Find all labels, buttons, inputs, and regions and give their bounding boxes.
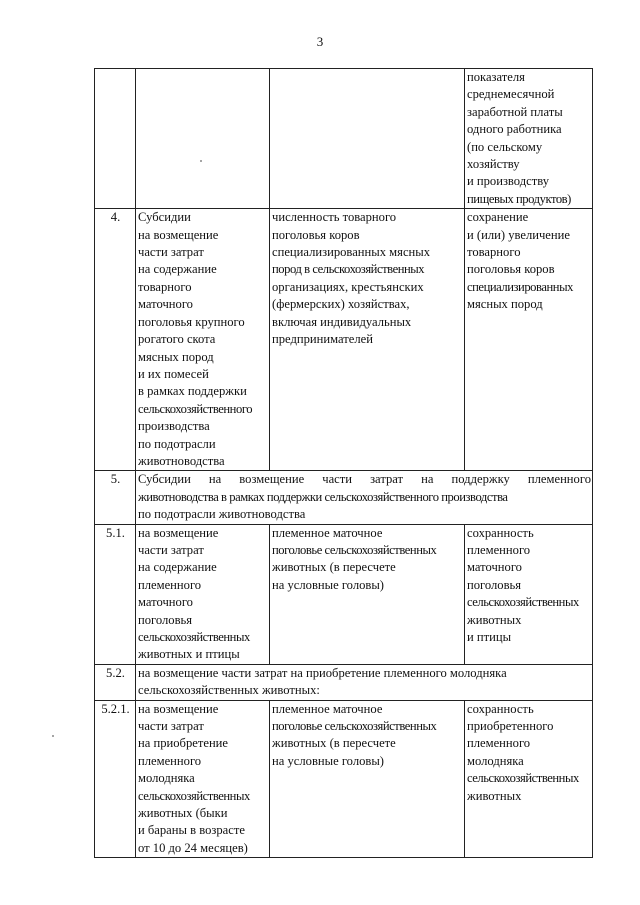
cell-line: племенного: [138, 753, 202, 768]
cell-line: на условные головы): [272, 577, 384, 592]
subsidy-name-cell: [136, 524, 270, 664]
scan-speck: [52, 735, 54, 737]
cell-line: численность товарного: [272, 210, 397, 225]
row-number-cell: 5.: [95, 471, 136, 524]
cell-line: животных (в пересчете: [272, 736, 396, 751]
cell-line: на приобретение: [138, 736, 229, 751]
cell-line: сельскохозяйственных животных:: [138, 683, 320, 698]
cell-line: по подотрасли: [138, 436, 216, 451]
cell-line: и производству: [467, 174, 550, 189]
cell-line: хозяйству: [467, 157, 520, 172]
cell-line: и бараны в возрасте: [138, 823, 245, 838]
cell-line: организациях, крестьянских: [272, 279, 424, 294]
cell-line: поголовья: [467, 577, 522, 592]
indicators-table: [94, 68, 593, 858]
cell-line: животных: [467, 612, 522, 627]
result-cell: [465, 700, 593, 858]
cell-line: на условные головы): [272, 753, 384, 768]
section-heading-cell: [136, 471, 593, 524]
table-row: [95, 69, 593, 209]
cell-line: заработной платы: [467, 104, 563, 119]
cell-line: производства: [138, 419, 210, 434]
subsidy-name-cell: [136, 69, 270, 209]
row-number-cell: [95, 69, 136, 209]
cell-line: сохранение: [467, 210, 529, 225]
cell-line: на содержание: [138, 262, 217, 277]
cell-line: среднемесячной: [467, 87, 555, 102]
cell-line: мясных пород: [467, 297, 543, 312]
result-cell: [465, 209, 593, 471]
row-number-cell: 5.2.: [95, 664, 136, 700]
cell-line: в рамках поддержки: [138, 384, 247, 399]
cell-line: мясных пород: [138, 349, 214, 364]
indicator-cell: [270, 69, 465, 209]
cell-line: Субсидии на возмещение части затрат на поддержку племенного: [138, 472, 591, 487]
cell-line: животных (быки: [138, 806, 228, 821]
table-row: [95, 664, 593, 700]
cell-line: на возмещение: [138, 701, 219, 716]
cell-line: поголовья крупного: [138, 314, 245, 329]
cell-line: приобретенного: [467, 719, 554, 734]
cell-line: по подотрасли животноводства: [138, 507, 306, 522]
scan-speck: [200, 160, 202, 162]
cell-line: рогатого скота: [138, 332, 216, 347]
cell-line: и птицы: [467, 630, 512, 644]
cell-line: включая индивидуальных: [272, 314, 412, 329]
cell-line: поголовье сельскохозяйственных: [272, 719, 437, 734]
cell-line: предпринимателей: [272, 332, 373, 347]
table-row: [95, 524, 593, 664]
cell-line: части затрат: [138, 245, 204, 260]
subsidy-name-cell: [136, 700, 270, 858]
cell-line: животных и птицы: [138, 647, 240, 662]
cell-line: части затрат: [138, 719, 204, 734]
result-cell: [465, 69, 593, 209]
cell-line: племенного: [467, 542, 531, 557]
cell-line: и их помесей: [138, 366, 209, 381]
cell-line: маточного: [467, 560, 522, 575]
cell-line: части затрат: [138, 542, 204, 557]
cell-line: животных: [467, 788, 522, 803]
cell-line: животных (в пересчете: [272, 560, 396, 575]
cell-line: товарного: [138, 279, 192, 294]
table-row: [95, 471, 593, 524]
cell-line: сельскохозяйственных: [138, 788, 250, 803]
indicator-cell: [270, 700, 465, 858]
subsidy-name-cell: [136, 209, 270, 471]
cell-line: маточного: [138, 595, 193, 610]
cell-line: племенное маточное: [272, 525, 383, 540]
cell-line: сельскохозяйственного: [138, 401, 253, 416]
cell-line: и (или) увеличение: [467, 227, 570, 242]
cell-line: товарного: [467, 245, 521, 260]
cell-line: от 10 до 24 месяцев): [138, 840, 248, 855]
cell-line: поголовья коров: [467, 262, 555, 277]
cell-line: пищевых продуктов): [467, 191, 571, 206]
cell-line: племенного: [467, 736, 531, 751]
cell-line: одного работника: [467, 122, 562, 137]
cell-line: животноводства: [138, 453, 225, 468]
cell-line: молодняка: [138, 771, 195, 786]
indicator-cell: [270, 524, 465, 664]
cell-line: показателя: [467, 70, 525, 84]
result-cell: [465, 524, 593, 664]
cell-line: сохранность: [467, 701, 534, 716]
row-number-cell: 5.2.1.: [95, 700, 136, 858]
cell-line: на содержание: [138, 560, 217, 575]
cell-line: племенного: [138, 577, 202, 592]
cell-line: молодняка: [467, 753, 524, 768]
cell-line: сельскохозяйственных: [467, 595, 579, 610]
table-row: [95, 209, 593, 471]
cell-line: (фермерских) хозяйствах,: [272, 297, 410, 312]
page-number: 3: [316, 34, 324, 49]
cell-line: животноводства в рамках поддержки сельскохозяйственного производства: [138, 489, 508, 504]
cell-line: сельскохозяйственных: [467, 771, 579, 786]
cell-line: маточного: [138, 297, 193, 312]
table-row: [95, 700, 593, 858]
indicator-cell: [270, 209, 465, 471]
row-number-cell: 5.1.: [95, 524, 136, 664]
row-number-cell: 4.: [95, 209, 136, 471]
cell-line: Субсидии: [138, 210, 191, 225]
cell-line: на возмещение части затрат на приобретение племенного молодняка: [138, 665, 507, 680]
cell-line: пород в сельскохозяйственных: [272, 262, 425, 277]
cell-line: на возмещение: [138, 227, 219, 242]
cell-line: специализированных мясных: [272, 245, 431, 260]
cell-line: (по сельскому: [467, 139, 543, 154]
cell-line: поголовье сельскохозяйственных: [272, 542, 437, 557]
cell-line: на возмещение: [138, 525, 219, 540]
cell-line: сельскохозяйственных: [138, 630, 250, 644]
cell-line: поголовья: [138, 612, 193, 627]
cell-line: специализированных: [467, 279, 573, 294]
cell-line: поголовья коров: [272, 227, 360, 242]
section-heading-cell: [136, 664, 593, 700]
cell-line: племенное маточное: [272, 701, 383, 716]
cell-line: сохранность: [467, 525, 534, 540]
